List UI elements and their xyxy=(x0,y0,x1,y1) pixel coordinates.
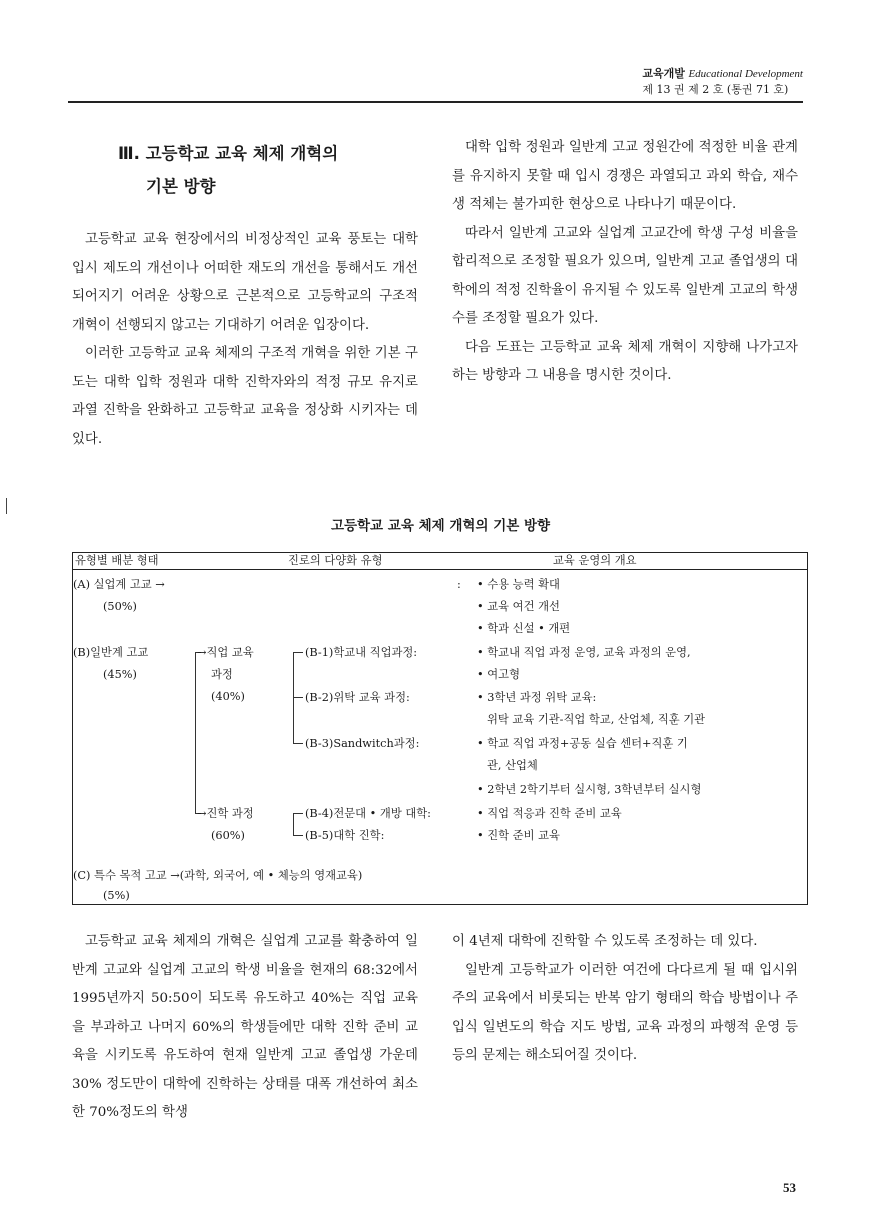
advancement-track-percent: (60%) xyxy=(211,829,245,842)
body-paragraph: 고등학교 교육 체제의 개혁은 실업계 고교를 확충하여 일반계 고교와 실업계 고교의 학생 비율을 현재의 68:32에서 1995년까지 50:50이 되도록 유도하고 40%는 직업 교육을 부과하고 나머지 60%의 학생들에만 대학 진학 준비 교육을 시키도록 유도하여 현재 일반계 고교 졸업생 가운데 30% 정도만이 대학에 진학하는 상태를 대폭 개선하여 최소한 70%정도의 학생 xyxy=(72,934,418,1120)
type-c-label: (C) 특수 목적 고교 →(과학, 외국어, 예 • 체능의 영재교육) xyxy=(73,869,363,882)
section-title xyxy=(118,137,338,203)
body-paragraph: 따라서 일반계 고교와 실업계 고교간에 학생 구성 비율을 합리적으로 조정할 필요가 있으며, 일반계 고교 졸업생의 대학에의 적정 진학율이 유지될 수 있도록 일반계 고교의 학생수를 조정할 필요가 있다. xyxy=(452,225,798,326)
figure-title: 고등학교 교육 체제 개혁의 기본 방향 xyxy=(330,518,551,534)
course-b3-desc: • 2학년 2학기부터 실시형, 3학년부터 실시형 xyxy=(477,783,702,796)
journal-header xyxy=(642,66,803,98)
course-b1-desc: • 여고형 xyxy=(477,668,520,681)
course-b5: (B-5)대학 진학: xyxy=(305,829,385,842)
body-paragraph: 이 4년제 대학에 진학할 수 있도록 조정하는 데 있다. xyxy=(452,934,758,949)
type-a-percent: (50%) xyxy=(103,600,137,613)
left-column-top xyxy=(72,226,418,454)
header-allocation: 유형별 배분 형태 xyxy=(75,554,159,567)
bracket-vocational-vertical xyxy=(293,652,294,744)
bracket-b-vertical xyxy=(195,652,196,813)
header-rule xyxy=(68,101,803,103)
reform-diagram xyxy=(72,552,808,905)
course-b2-desc: 위탁 교육 기관-직업 학교, 산업체, 직훈 기관 xyxy=(487,713,706,726)
header-divider xyxy=(73,569,807,570)
course-b2-desc: • 3학년 과정 위탁 교육: xyxy=(477,691,597,704)
course-b1-desc: • 학교내 직업 과정 운영, 교육 과정의 운영, xyxy=(477,646,691,659)
bracket-b2-tick xyxy=(293,697,303,698)
bracket-b5-tick xyxy=(293,835,303,836)
journal-name-english: Educational Development xyxy=(688,68,803,80)
advancement-track-label: →진학 과정 xyxy=(197,807,254,820)
body-paragraph: 이러한 고등학교 교육 체제의 구조적 개혁을 위한 기본 구도는 대학 입학 정원과 대학 진학자와의 적정 규모 유지로 과열 진학을 완화하고 고등학교 교육을 정상화 시키자는 데 있다. xyxy=(72,346,418,447)
section-title-line2: 기본 방향 xyxy=(146,177,216,196)
issue-info: 제 13 권 제 2 호 (통권 71 호) xyxy=(642,83,789,96)
course-b4-desc: • 직업 적응과 진학 준비 교육 xyxy=(477,807,622,820)
body-paragraph: 일반계 고등학교가 이러한 여건에 다다르게 될 때 입시위주의 교육에서 비롯되는 반복 암기 형태의 학습 방법이나 주입식 일변도의 학습 지도 방법, 교육 과정의 파행적 운영 등등의 문제는 해소되어질 것이다. xyxy=(452,962,798,1063)
margin-mark xyxy=(6,498,7,514)
type-a-item: • 교육 여건 개선 xyxy=(477,600,560,613)
type-b-label: (B)일반계 고교 xyxy=(73,646,149,659)
type-a-label: (A) 실업계 고교 → xyxy=(73,578,165,591)
bracket-b4-tick xyxy=(293,813,303,814)
section-title-line1: Ⅲ. 고등학교 교육 체제 개혁의 xyxy=(118,144,339,163)
course-b3: (B-3)Sandwitch과정: xyxy=(305,737,420,750)
page-number: 53 xyxy=(783,1180,796,1195)
course-b3-desc: 관, 산업체 xyxy=(487,759,538,772)
vocational-track-label2: 과정 xyxy=(211,668,233,681)
body-paragraph: 고등학교 교육 현장에서의 비정상적인 교육 풍토는 대학 입시 제도의 개선이나 어떠한 재도의 개선을 통해서도 개선되어지기 어려운 상황으로 근본적으로 고등학교의 구조적 개혁이 선행되지 않고는 기대하기 어려운 입장이다. xyxy=(72,232,418,333)
type-a-colon: : xyxy=(457,578,461,591)
bracket-b1-tick xyxy=(293,652,303,653)
type-a-item: • 학과 신설 • 개편 xyxy=(477,622,571,635)
body-paragraph: 대학 입학 정원과 일반계 고교 정원간에 적정한 비율 관계를 유지하지 못할 때 입시 경쟁은 과열되고 과외 학습, 재수생 적체는 불가피한 현상으로 나타나기 때문이다. xyxy=(452,140,798,212)
course-b4: (B-4)전문대 • 개방 대학: xyxy=(305,807,431,820)
vocational-track-label: →직업 교육 xyxy=(197,646,254,659)
journal-name-korean: 교육개발 xyxy=(642,68,685,80)
course-b2: (B-2)위탁 교육 과정: xyxy=(305,691,410,704)
course-b1: (B-1)학교내 직업과정: xyxy=(305,646,418,659)
header-diversification: 진로의 다양화 유형 xyxy=(288,554,383,567)
bracket-b3-tick xyxy=(293,743,303,744)
vocational-track-percent: (40%) xyxy=(211,690,245,703)
body-paragraph: 다음 도표는 고등학교 교육 체제 개혁이 지향해 나가고자 하는 방향과 그 내용을 명시한 것이다. xyxy=(452,339,798,383)
type-c-percent: (5%) xyxy=(103,889,130,902)
right-column-top xyxy=(452,134,798,391)
course-b5-desc: • 진학 준비 교육 xyxy=(477,829,560,842)
type-a-item: • 수용 능력 확대 xyxy=(477,578,560,591)
course-b3-desc: • 학교 직업 과정+공동 실습 센터+직훈 기 xyxy=(477,737,688,750)
left-column-bottom xyxy=(72,928,418,1128)
right-column-bottom xyxy=(452,928,798,1071)
type-b-percent: (45%) xyxy=(103,668,137,681)
header-operation: 교육 운영의 개요 xyxy=(553,554,637,567)
bracket-advancement-vertical xyxy=(293,813,294,836)
